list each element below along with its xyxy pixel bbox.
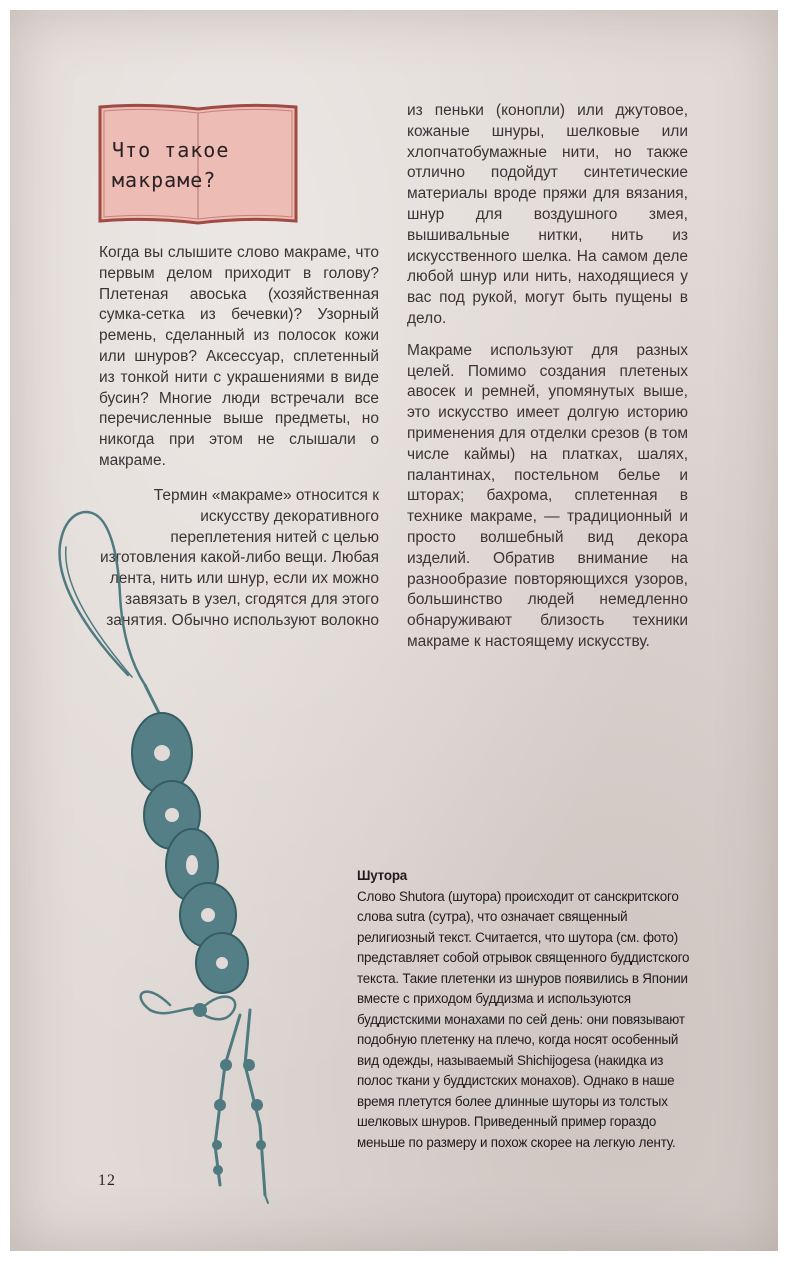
left-column: [99, 243, 379, 483]
sidebar-note: [357, 866, 692, 1153]
sidebar-text: Слово Shutora (шутора) происходит от санскритского слова sutra (сутра), что означает священный религиозный текст. Считается, что шутора (см. фото) представляет собой отрывок священного буддистского текста. Такие плетенки из шнуров появились в Японии вместе с приходом буддизма и используются буддистскими монахами по сей день: они повязывают подобную плетенку на плечо, когда носят особенный вид одежды, называемый Shichijogesa (накидка из полос ткани у буддистских монахов). Однако в наше время плетутся более длинные шуторы из толстых шелковых шнуров. Приведенный пример гораздо меньше по размеру и похож скорее на легкую ленту.: [357, 888, 690, 1150]
right-paragraph-2: Макраме используют для разных целей. Помимо создания плетеных авосек и ремней, упомянутых выше, это искусство имеет долгую историю применения для отделки срезов (в том числе каймы) на платках, шалях, палантинах, постельном белье и шторах; бахрома, сплетенная в технике макраме, — традиционный и просто волшебный вид декора изделий. Обратив внимание на разнообразие повторяющихся узоров, большинство людей немедленно обнаруживают близость техники макраме к настоящему искусству.: [407, 341, 688, 650]
left-paragraph-2: Термин «макраме» относится к искусству декоративного переплетения нитей с целью изготовления какой-либо вещи. Любая лента, нить или шнур, если их можно завязать в узел, сгодятся для этого занятия. Обычно используют волокно: [99, 487, 379, 629]
left-paragraph-1: Когда вы слышите слово макраме, что первым делом приходит в голову? Плетеная авоська (хозяйственная сумка-сетка из бечевки)? Узорный ремень, сделанный из полосок кожи или шнуров? Аксессуар, сплетенный из тонкой нити с украшениями в виде бусин? Многие люди встречали все перечисленные выше предметы, но никогда при этом не слышали о макраме.: [99, 244, 379, 469]
page-number: 12: [98, 1172, 116, 1189]
right-paragraph-1: из пеньки (конопли) или джутовое, кожаные шнуры, шелковые или хлопчатобумажные нити, но также отлично подойдут синтетические материалы вроде пряжи для вязания, шнур для воздушного змея, вышивальные нитки, нить из искусственного шелка. На самом деле любой шнур или нить, находящиеся у вас под рукой, могут быть пущены в дело.: [407, 102, 688, 327]
shutora-cord-photo: [50, 505, 360, 1205]
page-title: [112, 135, 292, 195]
title-line-1: Что такое: [112, 138, 230, 162]
title-line-2: макраме?: [112, 168, 217, 192]
right-column: [407, 101, 688, 664]
title-book-badge: [98, 103, 298, 225]
sidebar-title: Шутора: [357, 868, 408, 883]
